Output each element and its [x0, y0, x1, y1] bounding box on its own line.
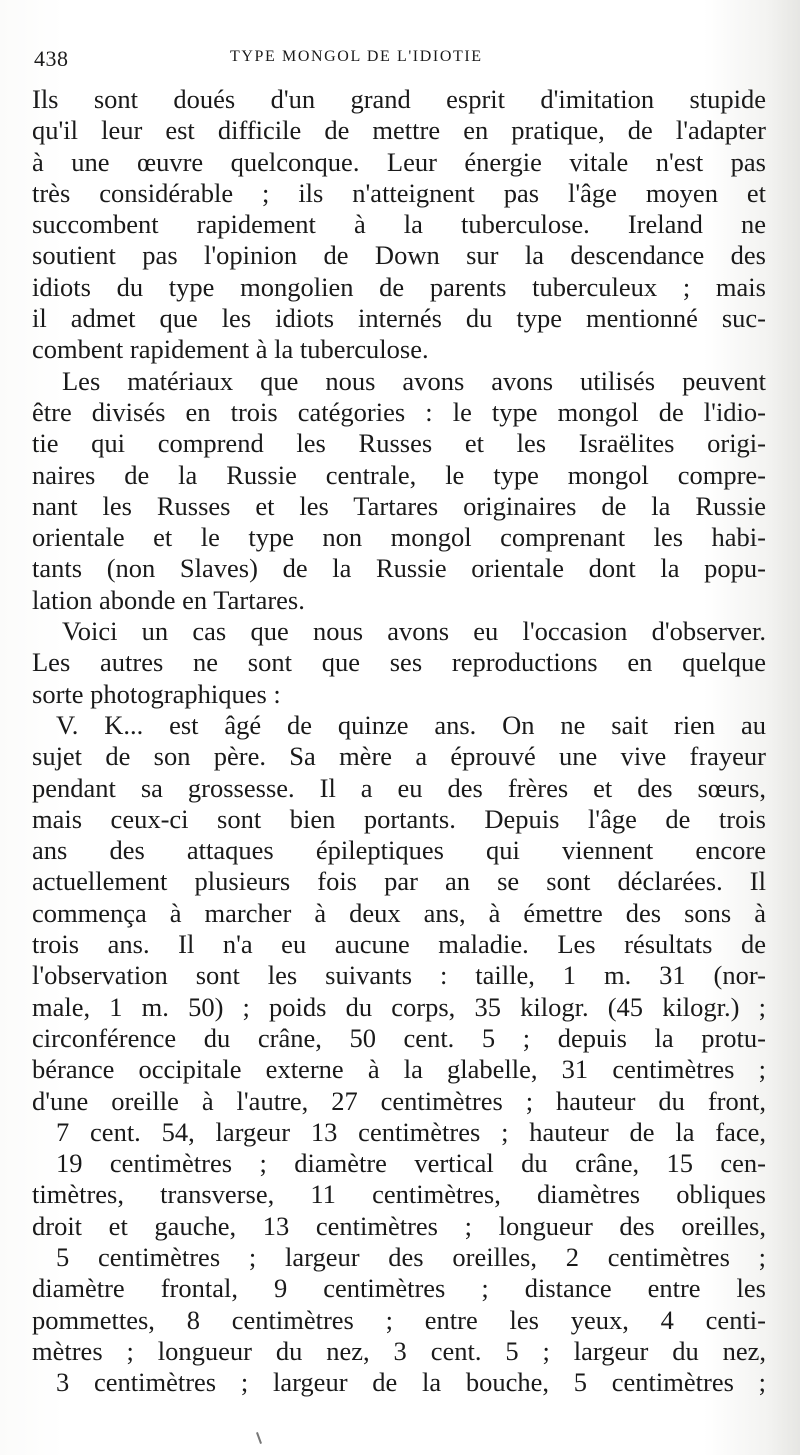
text-line: actuellement plusieurs fois par an se sont déclarées. Il — [32, 866, 766, 897]
running-title: TYPE MONGOL DE L'IDIOTIE — [230, 48, 483, 65]
text-line: succombent rapidement à la tuberculose. Ireland ne — [32, 209, 766, 240]
text-line: nant les Russes et les Tartares originaires de la Russie — [32, 490, 766, 521]
text-line: mais ceux-ci sont bien portants. Depuis l'âge de trois — [32, 803, 766, 834]
text-line: l'observation sont les suivants : taille, 1 m. 31 (nor- — [32, 960, 766, 991]
text-line: ans des attaques épileptiques qui viennent encore — [32, 835, 766, 866]
text-line: Les autres ne sont que ses reproductions en quelque — [32, 647, 766, 678]
text-line: male, 1 m. 50) ; poids du corps, 35 kilogr. (45 kilogr.) ; — [32, 991, 766, 1022]
text-line: mètres ; longueur du nez, 3 cent. 5 ; largeur du nez, — [32, 1335, 766, 1366]
text-line: pendant sa grossesse. Il a eu des frères et des sœurs, — [32, 772, 766, 803]
text-line: sorte photographiques : — [32, 678, 281, 709]
paragraph-start-line: Voici un cas que nous avons eu l'occasion d'observer. — [62, 616, 766, 647]
page-number: 438 — [34, 46, 69, 71]
text-line: combent rapidement à la tuberculose. — [32, 334, 429, 365]
body-text — [32, 84, 766, 1398]
text-line: trois ans. Il n'a eu aucune maladie. Les résultats de — [32, 929, 766, 960]
text-line: pommettes, 8 centimètres ; entre les yeux, 4 centi- — [32, 1304, 766, 1335]
text-line: lation abonde en Tartares. — [32, 584, 305, 615]
text-line: d'une oreille à l'autre, 27 centimètres ; hauteur du front, — [32, 1085, 766, 1116]
text-line: à une œuvre quelconque. Leur énergie vitale n'est pas — [32, 146, 766, 177]
text-line: qu'il leur est difficile de mettre en pratique, de l'adapter — [32, 115, 766, 146]
text-line: Ils sont doués d'un grand esprit d'imitation stupide — [32, 84, 766, 114]
text-line: naires de la Russie centrale, le type mongol compre- — [32, 459, 766, 490]
text-line: sujet de son père. Sa mère a éprouvé une vive frayeur — [32, 741, 766, 772]
text-line: diamètre frontal, 9 centimètres ; distance entre les — [32, 1273, 766, 1304]
text-line: 3 centimètres ; largeur de la bouche, 5 centimètres ; — [56, 1367, 766, 1398]
text-line: 7 cent. 54, largeur 13 centimètres ; hauteur de la face, — [56, 1116, 766, 1147]
text-line: circonférence du crâne, 50 cent. 5 ; depuis la protu- — [32, 1022, 766, 1053]
text-line: timètres, transverse, 11 centimètres, diamètres obliques — [32, 1179, 766, 1210]
text-line: bérance occipitale externe à la glabelle, 31 centimètres ; — [32, 1054, 766, 1085]
text-line: commença à marcher à deux ans, à émettre des sons à — [32, 897, 766, 928]
text-line: orientale et le type non mongol comprenant les habi- — [32, 522, 766, 553]
text-line: 19 centimètres ; diamètre vertical du crâne, 15 cen- — [56, 1148, 766, 1179]
text-line: idiots du type mongolien de parents tuberculeux ; mais — [32, 271, 766, 302]
print-speck — [256, 1432, 262, 1444]
paragraph-start-line: V. K... est âgé de quinze ans. On ne sait rien au — [56, 709, 766, 740]
text-line: très considérable ; ils n'atteignent pas l'âge moyen et — [32, 177, 766, 208]
text-line: tants (non Slaves) de la Russie orientale dont la popu- — [32, 553, 766, 584]
text-line: tie qui comprend les Russes et les Israëlites origi- — [32, 428, 766, 459]
text-line: il admet que les idiots internés du type mentionné suc- — [32, 303, 766, 334]
text-line: 5 centimètres ; largeur des oreilles, 2 centimètres ; — [56, 1241, 766, 1272]
paragraph-start-line: Les matériaux que nous avons avons utilisés peuvent — [62, 365, 766, 396]
text-line: soutient pas l'opinion de Down sur la descendance des — [32, 240, 766, 271]
text-line: être divisés en trois catégories : le type mongol de l'idio- — [32, 396, 766, 427]
running-head — [34, 42, 774, 72]
text-line: droit et gauche, 13 centimètres ; longueur des oreilles, — [32, 1210, 766, 1241]
